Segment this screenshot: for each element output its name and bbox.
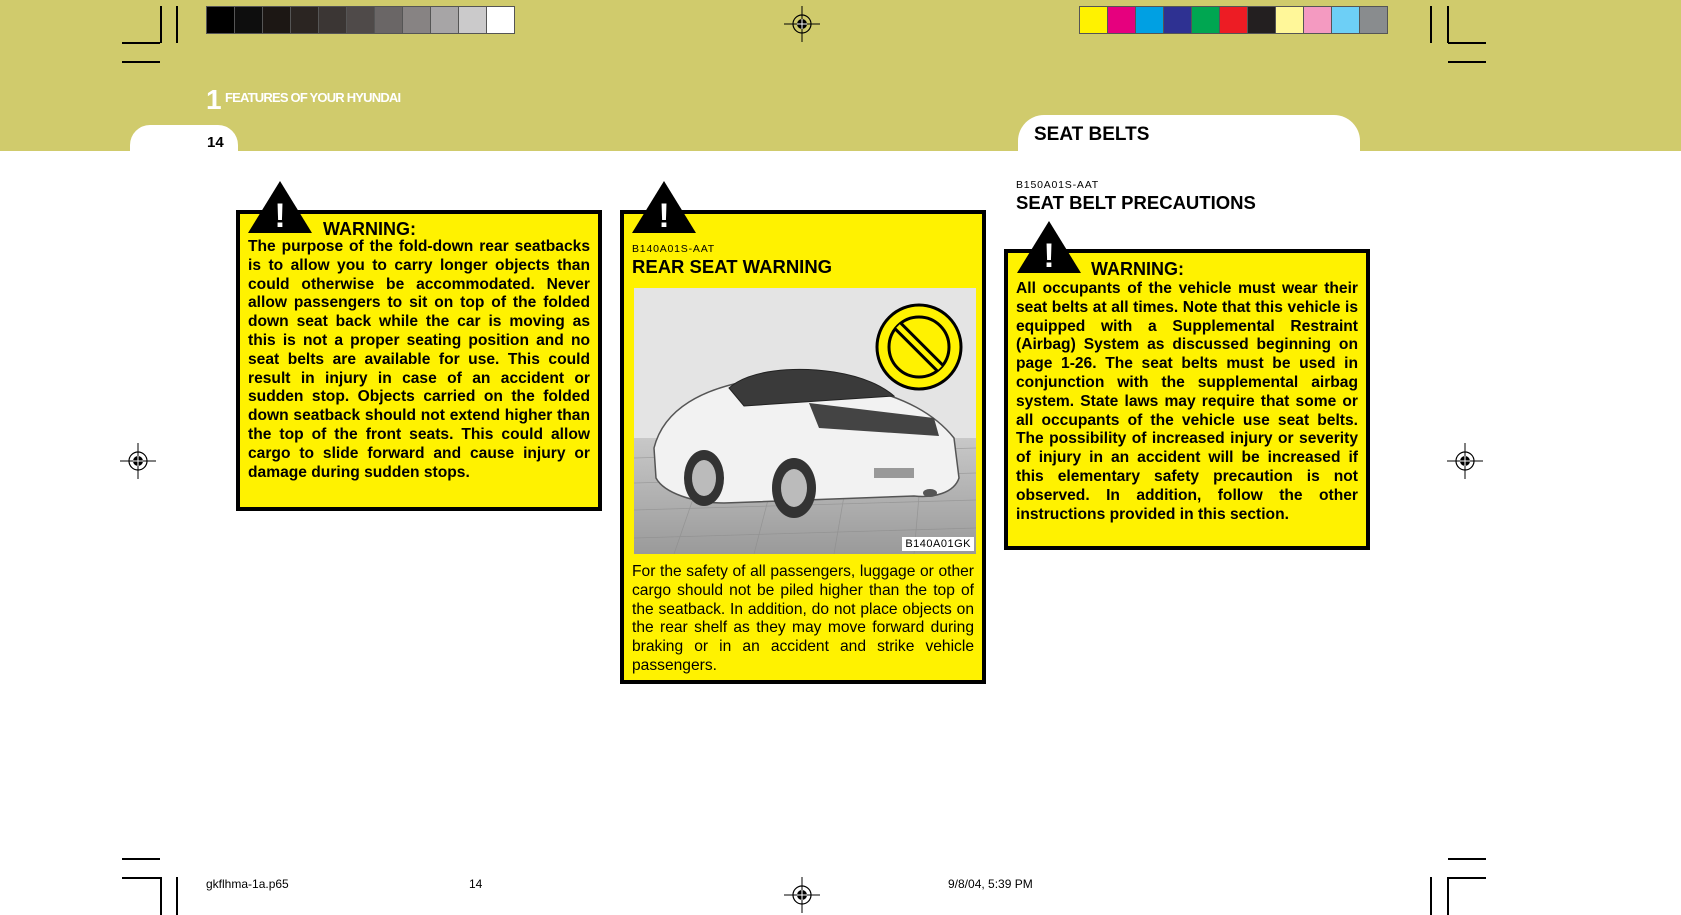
color-swatch: [487, 7, 514, 33]
registration-mark-icon: [784, 6, 820, 42]
car-illustration: [634, 288, 976, 554]
section-title: SEAT BELTS: [1034, 124, 1150, 145]
footer-page: 14: [469, 877, 483, 891]
color-swatch: [207, 7, 235, 33]
image-code: B140A01GK: [902, 537, 974, 551]
warning-text: The purpose of the fold-down rear seatbacks is to allow you to carry longer objects than could otherwise be accommodated. Never allow passengers to sit on top of the folded down seat back while the car is moving as this is not a proper seating position and no seat belts are available for use. This could result in injury in case of an accident or sudden stop. Objects carried on the folded down seatback should not extend higher than the top of the front seats. This could allow cargo to slide forward and cause injury or damage during sudden stops.: [248, 238, 590, 481]
svg-text:!: !: [658, 197, 670, 233]
color-swatch: [347, 7, 375, 33]
color-swatch-bar: [1079, 6, 1388, 34]
warning-title: WARNING:: [323, 219, 416, 239]
color-swatch: [235, 7, 263, 33]
color-swatch: [459, 7, 487, 33]
color-swatch: [375, 7, 403, 33]
color-swatch: [291, 7, 319, 33]
rear-seat-body-text: For the safety of all passengers, luggage or other cargo should not be piled higher than the top of the seatback. In addition, do not place objects on the rear shelf as they may move forward during braking or in an accident and strike vehicle passengers.: [632, 563, 974, 674]
warning-triangle-icon: [248, 181, 312, 233]
grayscale-swatch-bar: [206, 6, 515, 34]
warning-triangle-icon: [632, 181, 696, 233]
warning-triangle-icon: [1017, 221, 1081, 273]
color-swatch: [1304, 7, 1332, 33]
color-swatch: [1080, 7, 1108, 33]
color-swatch: [263, 7, 291, 33]
registration-mark-icon: [1447, 443, 1483, 479]
prohibited-sign-icon: [872, 300, 966, 394]
registration-mark-icon: [120, 443, 156, 479]
color-swatch: [1248, 7, 1276, 33]
color-swatch: [403, 7, 431, 33]
color-swatch: [1332, 7, 1360, 33]
seat-belt-heading: SEAT BELT PRECAUTIONS: [1016, 192, 1256, 213]
svg-text:!: !: [1043, 237, 1055, 273]
section-code: B150A01S-AAT: [1016, 179, 1099, 191]
chapter-title: FEATURES OF YOUR HYUNDAI: [225, 90, 401, 105]
warning-title: WARNING:: [1091, 259, 1184, 279]
svg-text:!: !: [274, 197, 286, 233]
footer-filename: gkflhma-1a.p65: [206, 877, 289, 891]
color-swatch: [1276, 7, 1304, 33]
color-swatch: [1192, 7, 1220, 33]
color-swatch: [1360, 7, 1387, 33]
color-swatch: [1108, 7, 1136, 33]
footer-date: 9/8/04, 5:39 PM: [948, 877, 1033, 891]
color-swatch: [431, 7, 459, 33]
page-number: 14: [207, 134, 224, 151]
registration-mark-icon: [784, 877, 820, 913]
color-swatch: [1136, 7, 1164, 33]
seat-belt-warning-text: All occupants of the vehicle must wear their seat belts at all times. Note that this vehicle is equipped with a Supplemental Restraint (Airbag) System as discussed beginning on page 1-26. The seat belts must be used in conjunction with the supplemental airbag system. State laws may require that some or all occupants of the vehicle use seat belts. The possibility of increased injury or severity of injury in an accident will be increased if this elementary safety precaution is not observed. In addition, follow the other instructions provided in this section.: [1016, 280, 1358, 523]
chapter-number: 1: [206, 84, 222, 115]
color-swatch: [1164, 7, 1192, 33]
rear-seat-heading: REAR SEAT WARNING: [632, 256, 833, 277]
color-swatch: [319, 7, 347, 33]
section-code: B140A01S-AAT: [632, 243, 715, 255]
color-swatch: [1220, 7, 1248, 33]
